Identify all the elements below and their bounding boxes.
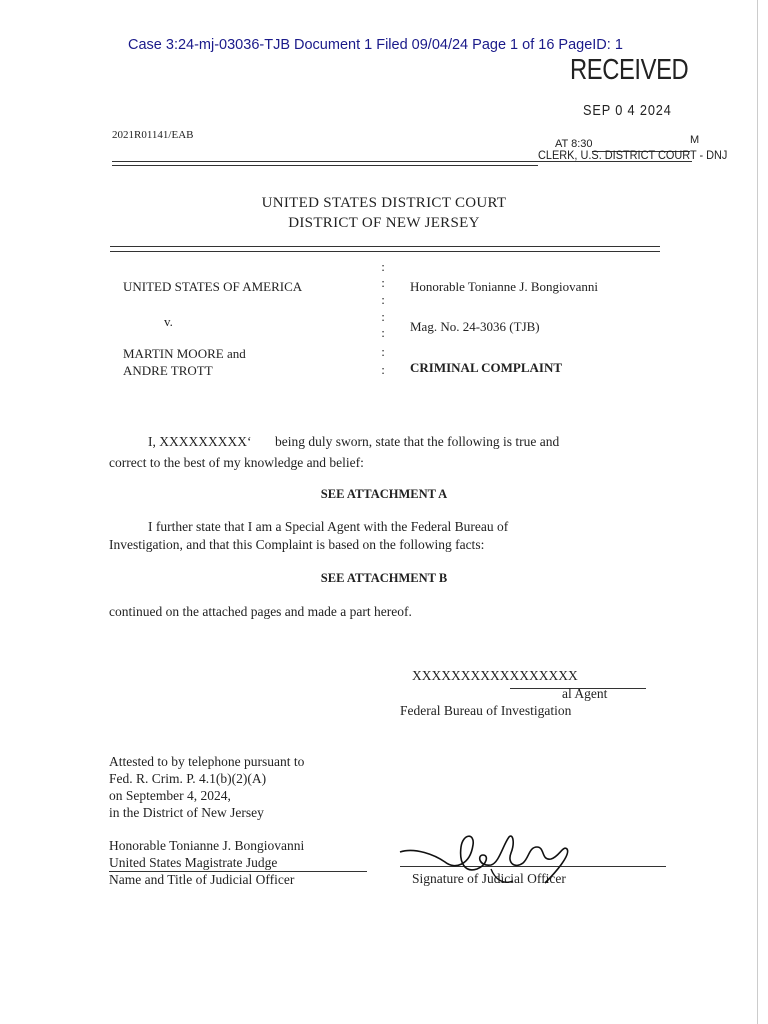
agent-title: al Agent — [562, 686, 608, 701]
court-title — [0, 193, 768, 233]
caption-colon: : — [381, 275, 385, 290]
attestation-line-2: Fed. R. Crim. P. 4.1(b)(2)(A) — [109, 771, 267, 786]
mag-number: Mag. No. 24-3036 (TJB) — [410, 319, 540, 334]
caption-colon: : — [381, 325, 385, 340]
judicial-officer-block — [109, 837, 304, 888]
judicial-signature-label: Signature of Judicial Officer — [412, 871, 566, 886]
oath-prefix: I, XXXXXXXXXʻ — [148, 434, 252, 449]
caption-colon: : — [381, 259, 385, 274]
further-line-2: Investigation, and that this Complaint is based on the following facts: — [109, 537, 485, 552]
page-edge-shadow — [757, 0, 758, 1024]
judicial-name: Honorable Tonianne J. Bongiovanni — [109, 838, 305, 853]
received-m: M — [690, 134, 700, 146]
caption-colon: : — [381, 292, 385, 307]
document-type: CRIMINAL COMPLAINT — [410, 360, 563, 375]
judge-name: Honorable Tonianne J. Bongiovanni — [410, 279, 599, 294]
caption-colon: : — [381, 309, 385, 324]
court-district: DISTRICT OF NEW JERSEY — [288, 215, 480, 231]
further-line-1: I further state that I am a Special Agent with the Federal Bureau of — [148, 519, 509, 534]
judicial-name-title-label: Name and Title of Judicial Officer — [109, 872, 295, 887]
caption-colon: : — [381, 344, 385, 359]
oath-rest: being duly sworn, state that the following is true and — [275, 434, 560, 449]
versus: v. — [164, 314, 173, 329]
top-rule-1 — [112, 161, 692, 162]
agent-signature-redacted: XXXXXXXXXXXXXXXXX — [412, 668, 578, 683]
case-code: 2021R01141/EAB — [112, 129, 194, 141]
judicial-name-line — [109, 871, 367, 872]
judge-handwritten-signature — [395, 825, 595, 895]
court-rule-2 — [110, 251, 660, 252]
attestation-line-4: in the District of New Jersey — [109, 805, 264, 820]
defendant-2: ANDRE TROTT — [123, 363, 213, 378]
caption-colon: : — [381, 362, 385, 377]
received-stamp: RECEIVED — [570, 54, 689, 86]
attestation-line-1: Attested to by telephone pursuant to — [109, 754, 305, 769]
judicial-title: United States Magistrate Judge — [109, 855, 278, 870]
received-date: SEP 0 4 2024 — [583, 102, 672, 119]
attestation-block — [109, 753, 304, 821]
plaintiff: UNITED STATES OF AMERICA — [123, 279, 303, 294]
attachment-b: SEE ATTACHMENT B — [320, 571, 448, 585]
filing-header: Case 3:24-mj-03036-TJB Document 1 Filed 09/04/24 Page 1 of 16 PageID: 1 — [128, 37, 623, 53]
top-rule-2 — [112, 165, 538, 166]
oath-line-2: correct to the best of my knowledge and belief: — [109, 455, 364, 470]
continued-line: continued on the attached pages and made a part hereof. — [109, 604, 412, 619]
clerk-line: CLERK, U.S. DISTRICT COURT - DNJ — [538, 150, 728, 162]
court-name: UNITED STATES DISTRICT COURT — [261, 195, 507, 211]
received-time: AT 8:30 — [555, 138, 593, 150]
attachment-a: SEE ATTACHMENT A — [320, 487, 448, 501]
defendant-1: MARTIN MOORE and — [123, 346, 246, 361]
court-rule-1 — [110, 246, 660, 247]
agent-agency: Federal Bureau of Investigation — [400, 703, 572, 718]
attestation-line-3: on September 4, 2024, — [109, 788, 231, 803]
